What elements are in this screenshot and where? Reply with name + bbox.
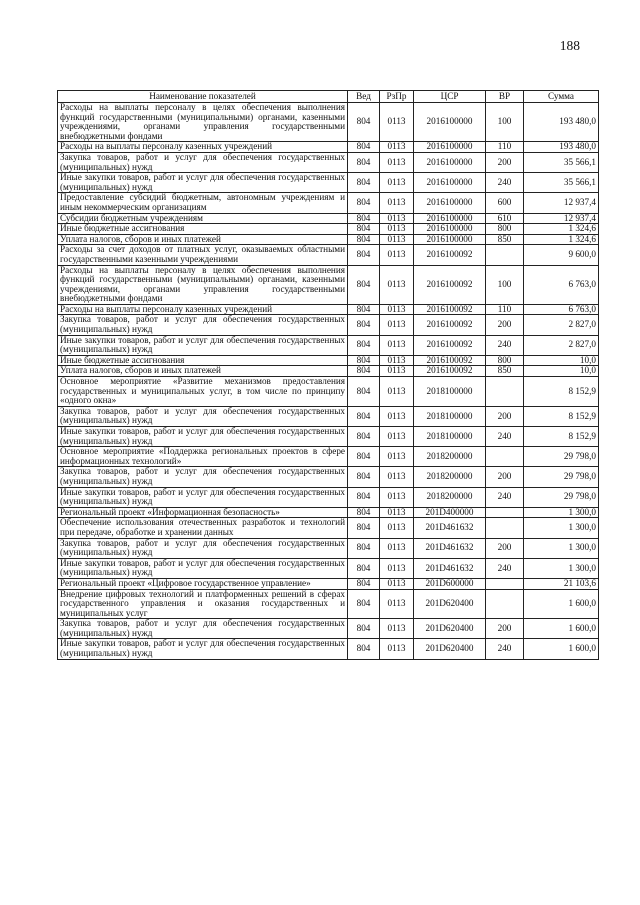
table-row	[58, 103, 599, 142]
row-csr: 2016100000	[414, 213, 486, 224]
row-sum: 35 566,1	[524, 173, 599, 193]
row-sum: 193 480,0	[524, 142, 599, 153]
row-csr: 201D400000	[414, 507, 486, 518]
header-csr: ЦСР	[414, 91, 486, 103]
row-vr	[486, 507, 524, 518]
row-vr: 200	[486, 315, 524, 335]
row-csr: 2016100000	[414, 224, 486, 235]
row-name: Иные закупки товаров, работ и услуг для обеспечения государственных (муниципальных) нужд	[58, 558, 348, 578]
row-sum: 29 798,0	[524, 487, 599, 507]
row-csr: 2016100000	[414, 193, 486, 213]
row-name: Внедрение цифровых технологий и платформенных решений в сферах государственного управления и оказания государственных и муниципальных услуг	[58, 589, 348, 619]
row-ved: 804	[348, 558, 380, 578]
table-row	[58, 355, 599, 366]
row-vr: 200	[486, 467, 524, 487]
row-name: Основное мероприятие «Развитие механизмов предоставления государственных и муниципальных услуг, в том числе по принципу «одного окна»	[58, 377, 348, 407]
row-vr: 600	[486, 193, 524, 213]
row-vr	[486, 377, 524, 407]
row-ved: 804	[348, 589, 380, 619]
row-name: Закупка товаров, работ и услуг для обеспечения государственных (муниципальных) нужд	[58, 538, 348, 558]
row-ved: 804	[348, 366, 380, 377]
row-name: Закупка товаров, работ и услуг для обеспечения государственных (муниципальных) нужд	[58, 619, 348, 639]
row-vr: 110	[486, 304, 524, 315]
row-name: Иные закупки товаров, работ и услуг для обеспечения государственных (муниципальных) нужд	[58, 487, 348, 507]
row-ved: 804	[348, 173, 380, 193]
row-sum: 1 300,0	[524, 507, 599, 518]
row-vr: 100	[486, 103, 524, 142]
row-name: Расходы на выплаты персоналу казенных учреждений	[58, 142, 348, 153]
row-rzpr: 0113	[380, 406, 414, 426]
row-vr: 100	[486, 265, 524, 304]
row-csr: 2016100092	[414, 315, 486, 335]
row-name: Уплата налогов, сборов и иных платежей	[58, 366, 348, 377]
row-sum: 8 152,9	[524, 406, 599, 426]
row-rzpr: 0113	[380, 427, 414, 447]
row-rzpr: 0113	[380, 538, 414, 558]
table-row	[58, 558, 599, 578]
row-csr: 201D620400	[414, 619, 486, 639]
table-row	[58, 467, 599, 487]
row-csr: 2016100092	[414, 245, 486, 265]
row-sum: 8 152,9	[524, 427, 599, 447]
table-row	[58, 538, 599, 558]
table-row	[58, 487, 599, 507]
row-vr: 240	[486, 639, 524, 659]
row-sum: 1 300,0	[524, 538, 599, 558]
row-ved: 804	[348, 304, 380, 315]
row-ved: 804	[348, 213, 380, 224]
row-rzpr: 0113	[380, 193, 414, 213]
row-sum: 8 152,9	[524, 377, 599, 407]
row-sum: 21 103,6	[524, 578, 599, 589]
row-sum: 1 600,0	[524, 619, 599, 639]
row-csr: 2016100000	[414, 142, 486, 153]
row-sum: 6 763,0	[524, 265, 599, 304]
row-sum: 10,0	[524, 366, 599, 377]
row-csr: 201D620400	[414, 639, 486, 659]
row-rzpr: 0113	[380, 335, 414, 355]
row-rzpr: 0113	[380, 487, 414, 507]
row-sum: 1 324,6	[524, 234, 599, 245]
row-name: Региональный проект «Информационная безопасность»	[58, 507, 348, 518]
row-name: Расходы на выплаты персоналу в целях обеспечения выполнения функций государственными (муниципальными) органами, казенными учреждениями, органами управления государственными внебюджетными фондами	[58, 265, 348, 304]
row-sum: 10,0	[524, 355, 599, 366]
row-sum: 1 324,6	[524, 224, 599, 235]
row-vr: 800	[486, 355, 524, 366]
row-rzpr: 0113	[380, 355, 414, 366]
row-csr: 2016100092	[414, 366, 486, 377]
row-name: Предоставление субсидий бюджетным, автономным учреждениям и иным некоммерческим организациям	[58, 193, 348, 213]
row-ved: 804	[348, 538, 380, 558]
row-vr: 240	[486, 427, 524, 447]
row-vr: 610	[486, 213, 524, 224]
row-rzpr: 0113	[380, 366, 414, 377]
row-rzpr: 0113	[380, 103, 414, 142]
row-vr	[486, 589, 524, 619]
row-ved: 804	[348, 518, 380, 538]
row-csr: 201D461632	[414, 518, 486, 538]
row-ved: 804	[348, 427, 380, 447]
row-ved: 804	[348, 467, 380, 487]
row-csr: 2018200000	[414, 447, 486, 467]
header-name: Наименование показателей	[58, 91, 348, 103]
row-csr: 201D600000	[414, 578, 486, 589]
header-ved: Вед	[348, 91, 380, 103]
row-vr	[486, 518, 524, 538]
row-name: Расходы на выплаты персоналу казенных учреждений	[58, 304, 348, 315]
row-name: Иные закупки товаров, работ и услуг для обеспечения государственных (муниципальных) нужд	[58, 427, 348, 447]
table-row	[58, 377, 599, 407]
row-name: Уплата налогов, сборов и иных платежей	[58, 234, 348, 245]
table-row	[58, 224, 599, 235]
row-sum: 35 566,1	[524, 152, 599, 172]
row-rzpr: 0113	[380, 447, 414, 467]
row-csr: 201D461632	[414, 558, 486, 578]
row-name: Расходы на выплаты персоналу в целях обеспечения выполнения функций государственными (муниципальными) органами, казенными учреждениями, органами управления государственными внебюджетными фондами	[58, 103, 348, 142]
row-name: Иные бюджетные ассигнования	[58, 355, 348, 366]
row-csr: 2016100092	[414, 304, 486, 315]
row-csr: 2016100000	[414, 103, 486, 142]
row-ved: 804	[348, 193, 380, 213]
row-csr: 201D461632	[414, 538, 486, 558]
table-row	[58, 213, 599, 224]
row-ved: 804	[348, 507, 380, 518]
row-sum: 193 480,0	[524, 103, 599, 142]
table-row	[58, 173, 599, 193]
row-ved: 804	[348, 578, 380, 589]
row-sum: 1 600,0	[524, 589, 599, 619]
row-sum: 29 798,0	[524, 467, 599, 487]
table-row	[58, 447, 599, 467]
table-row	[58, 234, 599, 245]
row-ved: 804	[348, 377, 380, 407]
row-name: Закупка товаров, работ и услуг для обеспечения государственных (муниципальных) нужд	[58, 406, 348, 426]
row-vr: 200	[486, 406, 524, 426]
row-vr	[486, 447, 524, 467]
table-row	[58, 152, 599, 172]
row-rzpr: 0113	[380, 639, 414, 659]
row-vr: 850	[486, 366, 524, 377]
row-ved: 804	[348, 447, 380, 467]
row-rzpr: 0113	[380, 234, 414, 245]
row-sum: 29 798,0	[524, 447, 599, 467]
row-ved: 804	[348, 315, 380, 335]
row-ved: 804	[348, 234, 380, 245]
row-rzpr: 0113	[380, 304, 414, 315]
row-vr: 110	[486, 142, 524, 153]
row-vr	[486, 245, 524, 265]
row-vr: 850	[486, 234, 524, 245]
row-rzpr: 0113	[380, 467, 414, 487]
table-row	[58, 366, 599, 377]
row-ved: 804	[348, 619, 380, 639]
row-vr: 240	[486, 487, 524, 507]
row-sum: 1 300,0	[524, 558, 599, 578]
row-rzpr: 0113	[380, 589, 414, 619]
table-header-row	[58, 91, 599, 103]
table-row	[58, 142, 599, 153]
header-vr: ВР	[486, 91, 524, 103]
row-rzpr: 0113	[380, 142, 414, 153]
row-ved: 804	[348, 335, 380, 355]
row-rzpr: 0113	[380, 507, 414, 518]
budget-table	[57, 90, 599, 660]
row-vr: 240	[486, 558, 524, 578]
table-row	[58, 406, 599, 426]
row-rzpr: 0113	[380, 213, 414, 224]
table-row	[58, 589, 599, 619]
table-body	[58, 103, 599, 660]
row-csr: 2016100092	[414, 355, 486, 366]
row-vr: 800	[486, 224, 524, 235]
row-name: Закупка товаров, работ и услуг для обеспечения государственных (муниципальных) нужд	[58, 152, 348, 172]
row-sum: 2 827,0	[524, 335, 599, 355]
row-rzpr: 0113	[380, 619, 414, 639]
row-ved: 804	[348, 639, 380, 659]
row-name: Региональный проект «Цифровое государственное управление»	[58, 578, 348, 589]
row-sum: 1 300,0	[524, 518, 599, 538]
row-sum: 6 763,0	[524, 304, 599, 315]
row-name: Закупка товаров, работ и услуг для обеспечения государственных (муниципальных) нужд	[58, 315, 348, 335]
row-rzpr: 0113	[380, 224, 414, 235]
row-rzpr: 0113	[380, 265, 414, 304]
header-rzpr: РзПр	[380, 91, 414, 103]
row-csr: 2018100000	[414, 377, 486, 407]
row-sum: 1 600,0	[524, 639, 599, 659]
row-name: Расходы за счет доходов от платных услуг, оказываемых областными государственными казенными учреждениями	[58, 245, 348, 265]
row-sum: 12 937,4	[524, 213, 599, 224]
table-row	[58, 427, 599, 447]
row-rzpr: 0113	[380, 558, 414, 578]
row-ved: 804	[348, 265, 380, 304]
row-ved: 804	[348, 224, 380, 235]
table-row	[58, 335, 599, 355]
row-rzpr: 0113	[380, 315, 414, 335]
row-csr: 2016100092	[414, 265, 486, 304]
row-ved: 804	[348, 487, 380, 507]
page-number: 188	[559, 38, 580, 53]
row-vr: 200	[486, 538, 524, 558]
row-csr: 2018100000	[414, 406, 486, 426]
table-row	[58, 619, 599, 639]
row-ved: 804	[348, 245, 380, 265]
row-rzpr: 0113	[380, 578, 414, 589]
row-csr: 2016100000	[414, 173, 486, 193]
row-ved: 804	[348, 142, 380, 153]
row-csr: 2016100092	[414, 335, 486, 355]
row-name: Основное мероприятие «Поддержка региональных проектов в сфере информационных технологий»	[58, 447, 348, 467]
row-name: Обеспечение использования отечественных разработок и технологий при передаче, обработке и хранении данных	[58, 518, 348, 538]
row-csr: 2016100000	[414, 234, 486, 245]
table-row	[58, 639, 599, 659]
row-ved: 804	[348, 152, 380, 172]
row-sum: 9 600,0	[524, 245, 599, 265]
row-ved: 804	[348, 103, 380, 142]
row-vr: 240	[486, 335, 524, 355]
table-row	[58, 245, 599, 265]
row-name: Иные бюджетные ассигнования	[58, 224, 348, 235]
row-sum: 2 827,0	[524, 315, 599, 335]
row-vr: 240	[486, 173, 524, 193]
row-vr: 200	[486, 152, 524, 172]
table-row	[58, 518, 599, 538]
row-sum: 12 937,4	[524, 193, 599, 213]
table-row	[58, 507, 599, 518]
table-row	[58, 193, 599, 213]
table-row	[58, 315, 599, 335]
row-name: Субсидии бюджетным учреждениям	[58, 213, 348, 224]
table-row	[58, 265, 599, 304]
row-csr: 2016100000	[414, 152, 486, 172]
row-name: Иные закупки товаров, работ и услуг для обеспечения государственных (муниципальных) нужд	[58, 639, 348, 659]
table-row	[58, 578, 599, 589]
row-name: Закупка товаров, работ и услуг для обеспечения государственных (муниципальных) нужд	[58, 467, 348, 487]
row-rzpr: 0113	[380, 377, 414, 407]
header-sum: Сумма	[524, 91, 599, 103]
row-rzpr: 0113	[380, 152, 414, 172]
table-row	[58, 304, 599, 315]
row-csr: 2018100000	[414, 427, 486, 447]
row-ved: 804	[348, 406, 380, 426]
row-name: Иные закупки товаров, работ и услуг для обеспечения государственных (муниципальных) нужд	[58, 335, 348, 355]
row-rzpr: 0113	[380, 173, 414, 193]
row-rzpr: 0113	[380, 245, 414, 265]
row-vr	[486, 578, 524, 589]
row-csr: 201D620400	[414, 589, 486, 619]
row-ved: 804	[348, 355, 380, 366]
row-csr: 2018200000	[414, 467, 486, 487]
row-name: Иные закупки товаров, работ и услуг для обеспечения государственных (муниципальных) нужд	[58, 173, 348, 193]
row-rzpr: 0113	[380, 518, 414, 538]
row-csr: 2018200000	[414, 487, 486, 507]
row-vr: 200	[486, 619, 524, 639]
